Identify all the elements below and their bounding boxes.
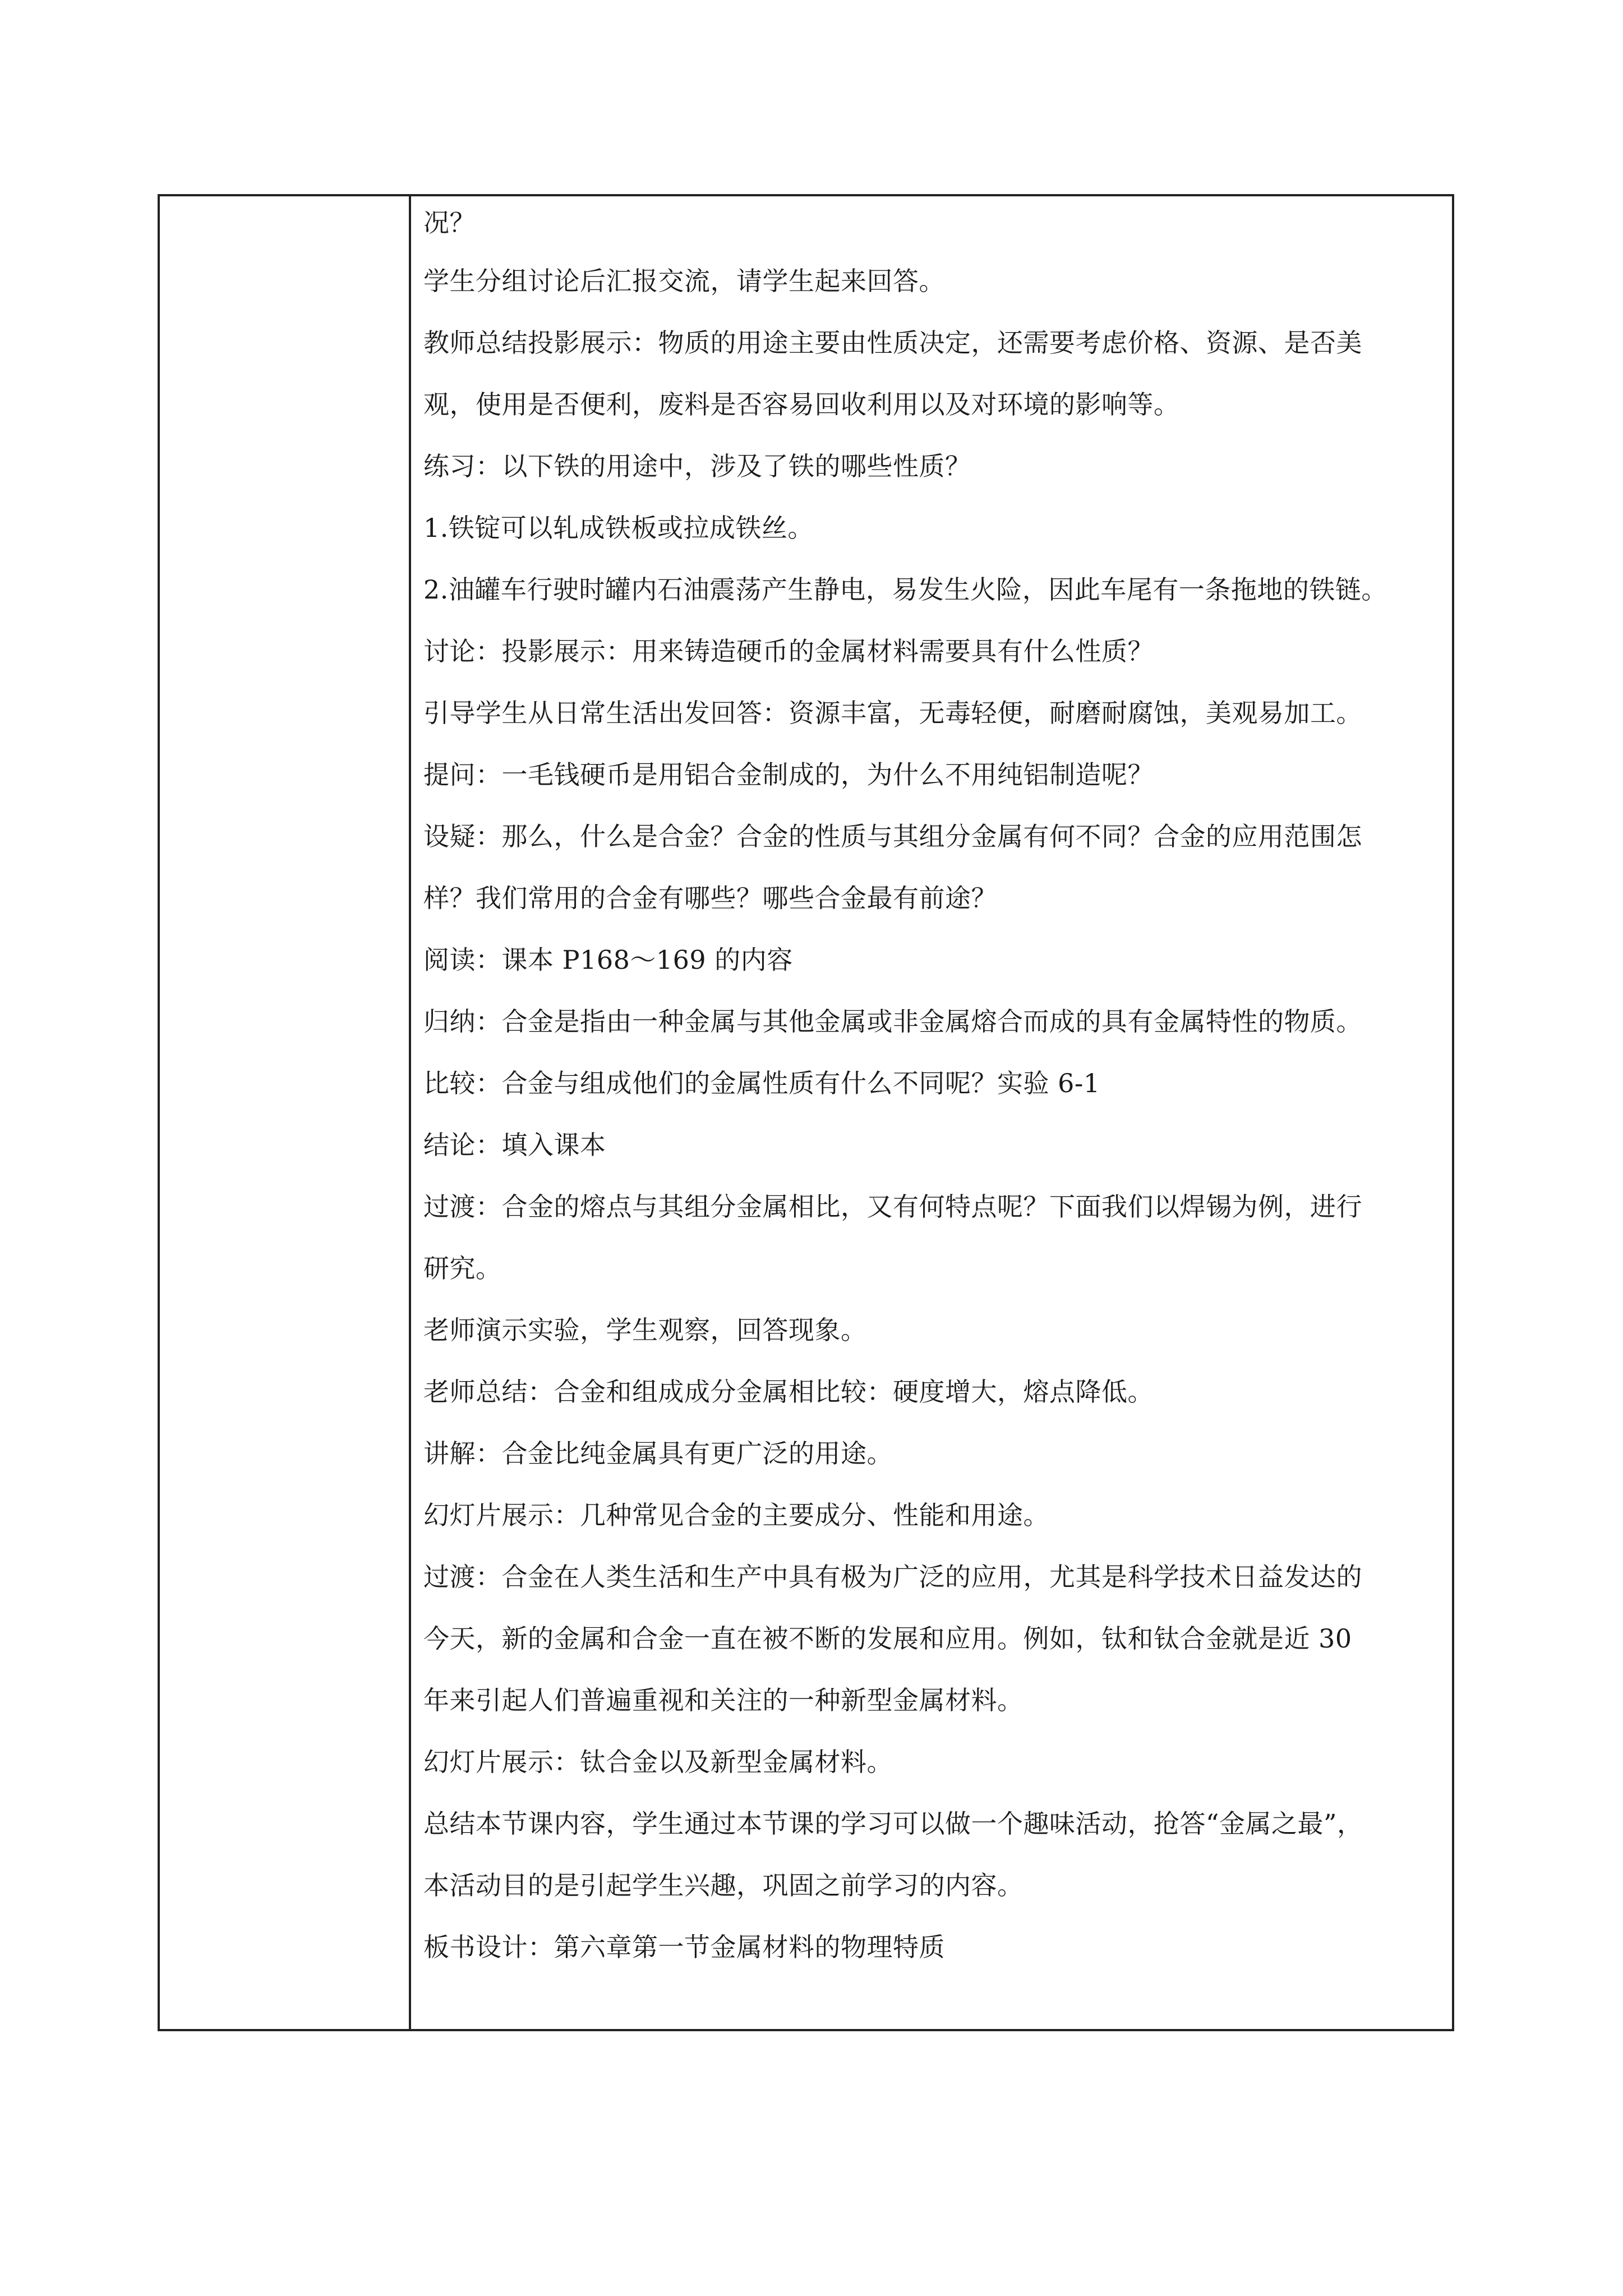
text-line: 样？我们常用的合金有哪些？哪些合金最有前途？ — [423, 883, 997, 913]
text-line: 研究。 — [423, 1253, 502, 1283]
text-line: 况？ — [423, 208, 476, 238]
text-line: 幻灯片展示：几种常见合金的主要成分、性能和用途。 — [423, 1500, 1049, 1530]
lesson-plan-table — [158, 194, 1454, 2031]
text-line: 总结本节课内容，学生通过本节课的学习可以做一个趣味活动，抢答“金属之最”， — [423, 1809, 1363, 1839]
text-line: 比较：合金与组成他们的金属性质有什么不同呢？实验 6-1 — [423, 1068, 1100, 1098]
text-line: 老师演示实验，学生观察，回答现象。 — [423, 1315, 867, 1345]
text-line: 过渡：合金的熔点与其组分金属相比，又有何特点呢？下面我们以焊锡为例，进行 — [423, 1191, 1362, 1222]
text-line: 讲解：合金比纯金属具有更广泛的用途。 — [423, 1438, 893, 1469]
text-line: 归纳：合金是指由一种金属与其他金属或非金属熔合而成的具有金属特性的物质。 — [423, 1006, 1362, 1037]
text-line: 提问：一毛钱硬币是用铝合金制成的，为什么不用纯铝制造呢？ — [423, 760, 1154, 790]
text-line: 学生分组讨论后汇报交流，请学生起来回答。 — [423, 266, 945, 296]
text-line: 1.铁锭可以轧成铁板或拉成铁丝。 — [423, 513, 814, 543]
text-line: 结论：填入课本 — [423, 1130, 606, 1160]
text-line: 引导学生从日常生活出发回答：资源丰富，无毒轻便，耐磨耐腐蚀，美观易加工。 — [423, 698, 1362, 728]
text-line: 教师总结投影展示：物质的用途主要由性质决定，还需要考虑价格、资源、是否美 — [423, 328, 1362, 358]
text-line: 练习：以下铁的用途中，涉及了铁的哪些性质？ — [423, 451, 971, 481]
content-column-cell — [411, 196, 1452, 2029]
text-line: 讨论：投影展示：用来铸造硬币的金属材料需要具有什么性质？ — [423, 636, 1154, 666]
text-line: 板书设计：第六章第一节金属材料的物理特质 — [423, 1932, 945, 1962]
text-line: 观，使用是否便利，废料是否容易回收利用以及对环境的影响等。 — [423, 389, 1180, 420]
text-line: 本活动目的是引起学生兴趣，巩固之前学习的内容。 — [423, 1870, 1023, 1901]
text-line: 老师总结：合金和组成成分金属相比较：硬度增大，熔点降低。 — [423, 1377, 1154, 1407]
text-line: 2.油罐车行驶时罐内石油震荡产生静电，易发生火险，因此车尾有一条拖地的铁链。 — [423, 574, 1387, 605]
text-line: 今天，新的金属和合金一直在被不断的发展和应用。例如，钛和钛合金就是近 30 — [423, 1623, 1352, 1654]
text-line: 过渡：合金在人类生活和生产中具有极为广泛的应用，尤其是科学技术日益发达的 — [423, 1562, 1362, 1592]
left-column-cell — [160, 196, 411, 2029]
text-line: 阅读：课本 P168～169 的内容 — [423, 945, 793, 975]
text-line: 设疑：那么，什么是合金？合金的性质与其组分金属有何不同？合金的应用范围怎 — [423, 821, 1362, 852]
text-line: 幻灯片展示：钛合金以及新型金属材料。 — [423, 1747, 893, 1777]
text-line: 年来引起人们普遍重视和关注的一种新型金属材料。 — [423, 1685, 1023, 1715]
